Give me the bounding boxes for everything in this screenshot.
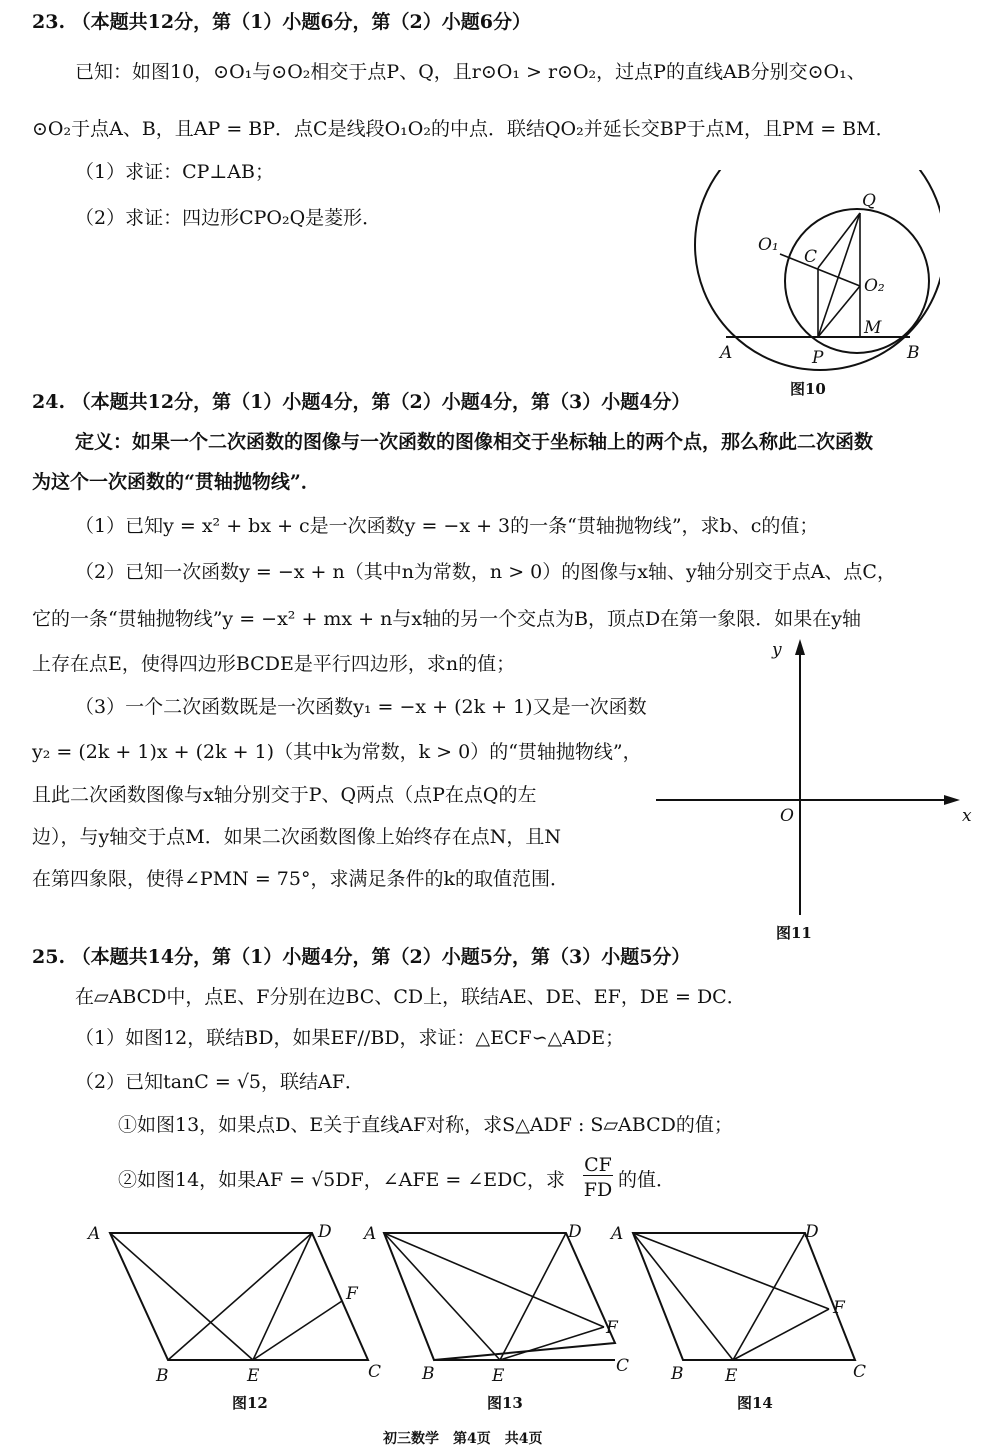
label-a: A [364,1224,377,1244]
q23-line1: 已知：如图10，⊙O₁与⊙O₂相交于点P、Q，且r⊙O₁ > r⊙O₂，过点P的直线AB分别交⊙O₁、 [75,61,866,83]
label-a: A [88,1224,101,1244]
segment-cq [818,213,860,268]
label-c: C [804,247,818,267]
fraction-denominator: FD [583,1179,613,1201]
page-footer: 初三数学 第4页 共4页 [383,1431,543,1447]
segment-ae [384,1233,500,1360]
q24-p3b: y₂ = (2k + 1)x + (2k + 1)（其中k为常数，k > 0）的“贯轴抛物线”， [32,741,642,763]
q23-line2: ⊙O₂于点A、B，且AP = BP．点C是线段O₁O₂的中点．联结QO₂并延长交BP于点M，且PM = BM． [32,118,895,140]
q24-def2: 为这个一次函数的“贯轴抛物线”． [32,471,320,493]
label-o2: O₂ [864,276,885,296]
circle-o2 [785,209,929,353]
q24-p3c: 且此二次函数图像与x轴分别交于P、Q两点（点P在点Q的左 [32,784,537,806]
figure-14 [605,1215,885,1390]
segment-af [384,1233,604,1327]
figure-12-caption: 图12 [232,1394,268,1412]
label-b: B [422,1364,435,1384]
q24-p1: （1）已知y = x² + bx + c是一次函数y = −x + 3的一条“贯轴抛物线”，求b、c的值； [75,515,819,537]
q24-p2c: 上存在点E，使得四边形BCDE是平行四边形，求n的值； [32,653,516,675]
label-o1: O₁ [758,235,779,255]
label-b: B [671,1364,684,1384]
q25-p2-2a: ②如图14，如果AF = √5DF，∠AFE = ∠EDC，求 [118,1169,565,1191]
x-axis-arrow [944,795,960,805]
label-e: E [725,1366,738,1386]
segment-ef [500,1327,604,1360]
label-b: B [907,343,920,363]
label-a: A [720,343,733,363]
fraction-numerator: CF [584,1154,612,1176]
segment-ae [110,1233,253,1360]
q25-header: 25. （本题共14分，第（1）小题4分，第（2）小题5分，第（3）小题5分） [32,946,691,968]
figure-14-caption: 图14 [737,1394,773,1412]
label-f: F [833,1298,845,1318]
segment-pq [818,213,860,337]
label-q: Q [862,191,876,211]
figure-11-caption: 图11 [776,924,812,942]
label-b: B [156,1366,169,1386]
q23-part1: （1）求证：CP⊥AB； [75,161,274,183]
segment-o1o2 [780,254,860,286]
y-axis-label: y [772,640,782,660]
label-d: D [568,1222,582,1242]
label-m: M [864,318,882,338]
q24-p3d: 边），与y轴交于点M．如果二次函数图像上始终存在点N，且N [32,826,561,848]
label-d: D [805,1222,819,1242]
label-e: E [492,1366,505,1386]
segment-bd [168,1233,312,1360]
label-a: A [611,1224,624,1244]
segment-po2 [818,286,860,337]
q24-p3a: （3）一个二次函数既是一次函数y₁ = −x + (2k + 1)又是一次函数 [75,696,647,718]
q24-p2b: 它的一条“贯轴抛物线”y = −x² + mx + n与x轴的另一个交点为B，顶点D在第一象限．如果在y轴 [32,608,862,630]
label-d: D [318,1222,332,1242]
q25-p2-2b: 的值． [618,1169,676,1191]
x-axis-label: x [962,806,972,826]
label-c: C [616,1356,630,1376]
label-c: C [368,1362,382,1382]
label-f: F [606,1318,618,1338]
figure-10 [670,170,940,385]
label-e: E [247,1366,260,1386]
q25-p2-1: ①如图13，如果点D、E关于直线AF对称，求S△ADF : S▱ABCD的值； [118,1114,733,1136]
figure-12 [80,1215,390,1390]
parallelogram-abcd [384,1233,615,1360]
q25-intro: 在▱ABCD中，点E、F分别在边BC、CD上，联结AE、DE、EF，DE = DC． [75,986,746,1008]
q23-part2: （2）求证：四边形CPO₂Q是菱形． [75,207,382,229]
q24-p3e: 在第四象限，使得∠PMN = 75°，求满足条件的k的取值范围． [32,868,569,890]
label-f: F [346,1284,358,1304]
figure-10-caption: 图10 [790,380,826,398]
q24-p2a: （2）已知一次函数y = −x + n（其中n为常数，n > 0）的图像与x轴、y轴分别交于点A、点C， [75,561,896,583]
q25-p2: （2）已知tanC = √5，联结AF． [75,1071,364,1093]
q23-header: 23. （本题共12分，第（1）小题6分，第（2）小题6分） [32,11,531,33]
q24-header: 24. （本题共12分，第（1）小题4分，第（2）小题4分，第（3）小题4分） [32,391,691,413]
label-c: C [853,1362,867,1382]
q24-def1: 定义：如果一个二次函数的图像与一次函数的图像相交于坐标轴上的两个点，那么称此二次函数 [75,431,874,453]
q25-p1: （1）如图12，联结BD，如果EF//BD，求证：△ECF∽△ADE； [75,1027,625,1049]
figure-11 [650,635,980,925]
origin-label: O [780,806,794,826]
y-axis-arrow [795,639,805,655]
label-p: P [812,348,824,368]
figure-13-caption: 图13 [487,1394,523,1412]
